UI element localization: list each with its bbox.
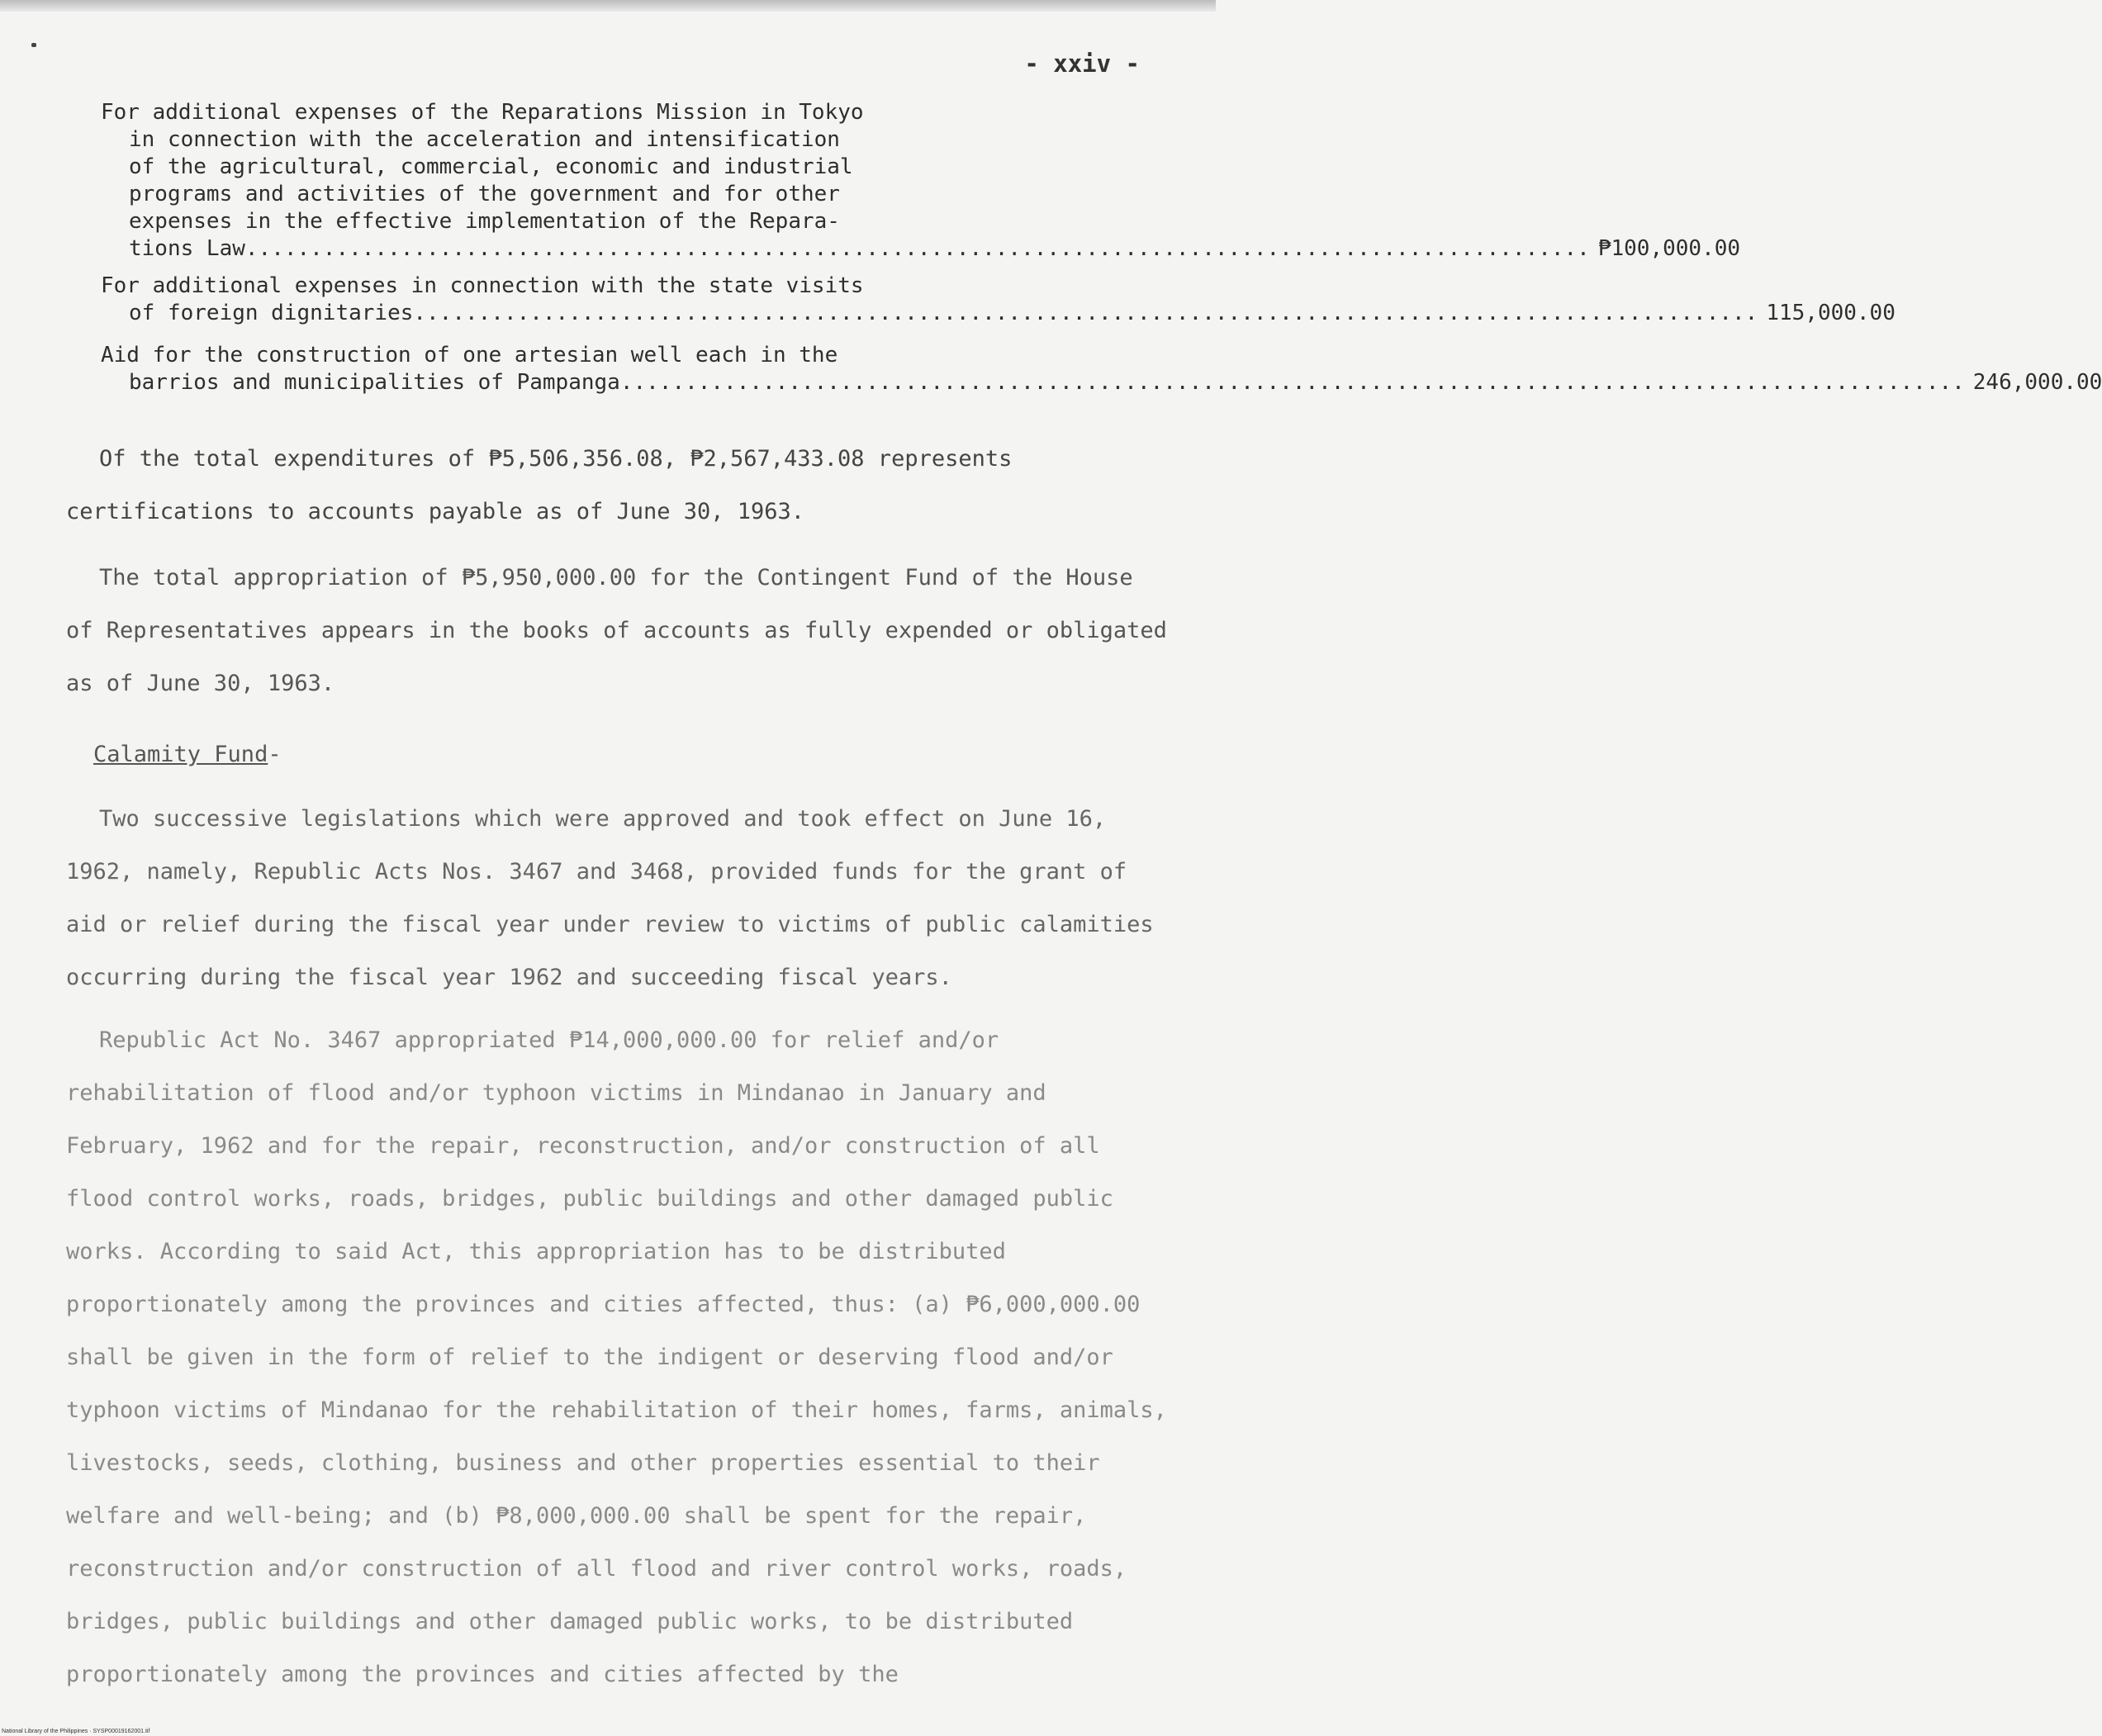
item-last-text: of foreign dignitaries bbox=[129, 301, 414, 325]
paragraph-republic-act-3467 bbox=[66, 1014, 1173, 1701]
paragraph-text: Of the total expenditures of ₱5,506,356.08, ₱2,567,433.08 represents certifications to accounts payable as of June 30, 1963. bbox=[66, 446, 1013, 524]
appropriation-item-state-visits bbox=[101, 273, 1896, 327]
scan-footer: National Library of the Philippines · SYSP00019162001.tif bbox=[2, 1729, 150, 1734]
item-line: of the agricultural, commercial, economic and industrial bbox=[129, 154, 853, 179]
item-last-line bbox=[101, 300, 1896, 327]
paragraph-appropriation bbox=[66, 552, 1173, 710]
leader-dots: ........................................................................................................ bbox=[619, 370, 1965, 395]
item-amount: 115,000.00 bbox=[1766, 301, 1896, 325]
leader-dots: ........................................................................................................ bbox=[413, 301, 1758, 325]
paragraph-expenditures bbox=[66, 433, 1173, 538]
scan-top-edge bbox=[0, 0, 1216, 12]
page-number: - xxiv - bbox=[1024, 50, 1140, 78]
heading-text: Calamity Fund bbox=[93, 742, 268, 767]
scan-speck bbox=[31, 43, 36, 47]
section-heading-calamity-fund bbox=[93, 742, 282, 767]
paragraph-text: Two successive legislations which were approved and took effect on June 16, 1962, namely, Republic Acts Nos. 3467 and 3468, provided funds for the grant of aid or relief during the fiscal year under review to victims of public calamities occurring during the fiscal year 1962 and succeeding fiscal years. bbox=[66, 806, 1154, 990]
paragraph-legislations bbox=[66, 793, 1173, 1004]
item-amount: ₱100,000.00 bbox=[1597, 236, 1741, 261]
heading-suffix: - bbox=[268, 742, 282, 767]
paragraph-text: The total appropriation of ₱5,950,000.00 for the Contingent Fund of the House of Representatives appears in the books of accounts as fully expended or obligated as of June 30, 1963. bbox=[66, 565, 1167, 696]
item-last-line bbox=[101, 235, 1741, 263]
item-first-line: For additional expenses in connection with the state visits bbox=[101, 273, 864, 298]
item-first-line: Aid for the construction of one artesian well each in the bbox=[101, 343, 838, 368]
appropriation-item-artesian-well bbox=[101, 342, 2102, 396]
item-line: expenses in the effective implementation of the Repara- bbox=[129, 209, 840, 234]
item-last-text: barrios and municipalities of Pampanga bbox=[129, 370, 620, 395]
item-line: in connection with the acceleration and intensification bbox=[129, 127, 840, 152]
item-line: programs and activities of the government and for other bbox=[129, 182, 840, 206]
item-amount: 246,000.00 bbox=[1972, 370, 2102, 395]
item-last-line bbox=[101, 369, 2102, 396]
item-first-line: For additional expenses of the Reparations Mission in Tokyo bbox=[101, 100, 864, 125]
appropriation-item-reparations bbox=[101, 99, 1741, 263]
item-last-text: tions Law bbox=[129, 236, 245, 261]
leader-dots: ........................................................................................................ bbox=[244, 236, 1590, 261]
paragraph-text: Republic Act No. 3467 appropriated ₱14,000,000.00 for relief and/or rehabilitation of flood and/or typhoon victims in Mindanao in January and February, 1962 and for the repair, reconstruction, and/or construction of all flood control works, roads, bridges, public buildings and other damaged public works. According to said Act, this appropriation has to be distributed proportionately among the provinces and cities affected, thus: (a) ₱6,000,000.00 shall be given in the form of relief to the indigent or deserving flood and/or typhoon victims of Mindanao for the rehabilitation of their homes, farms, animals, livestocks, seeds, clothing, business and other properties essential to their welfare and well-being; and (b) ₱8,000,000.00 shall be spent for the repair, reconstruction and/or construction of all flood and river control works, roads, bridges, public buildings and other damaged public works, to be distributed proportionately among the provinces and cities affected by the bbox=[66, 1027, 1167, 1687]
